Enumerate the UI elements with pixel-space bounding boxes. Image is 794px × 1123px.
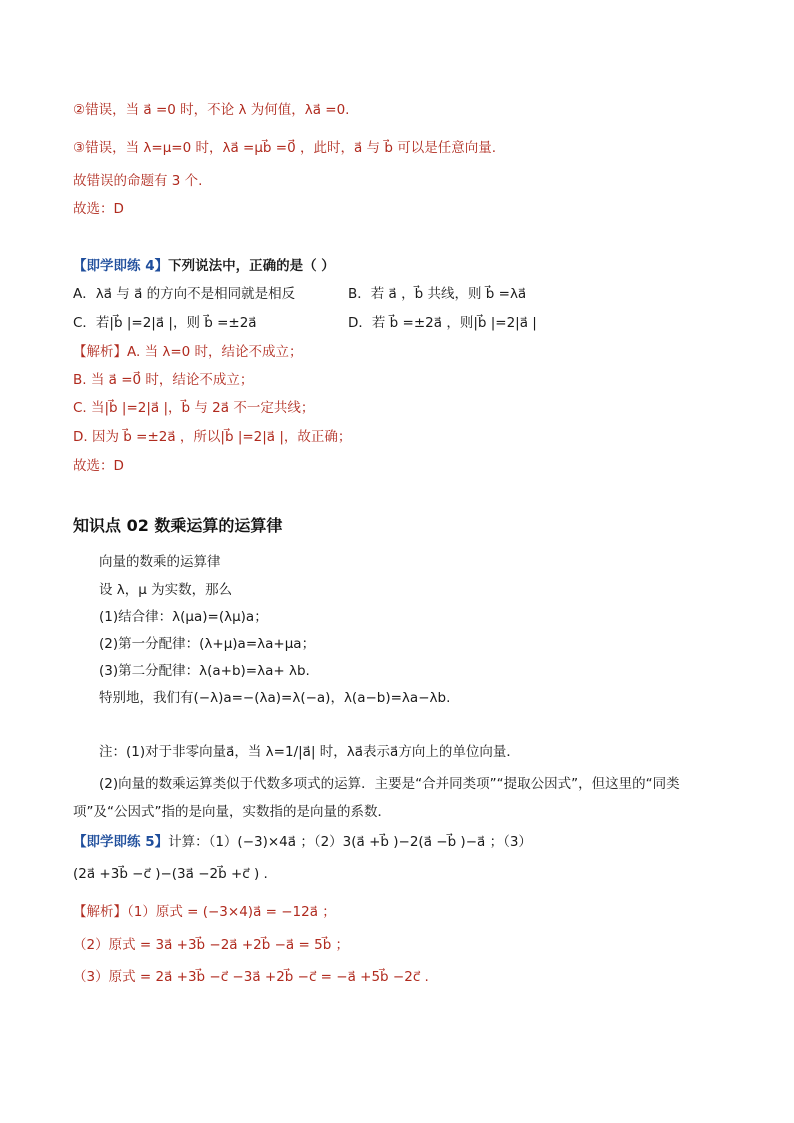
practice-5-question-2: (2a⃗ +3b⃗ −c⃗ )−(3a⃗ −2b⃗ +c⃗ ) . [73,866,268,882]
section-title: 知识点 02 数乘运算的运算律 [73,516,283,535]
law-first-distributive: (2)第一分配律：(λ+μ)a=λa+μa； [99,636,316,652]
analysis-a-line [73,342,303,362]
note-1: 注：(1)对于非零向量a⃗，当 λ=1/|a⃗| 时，λa⃗表示a⃗方向上的单位向量． [99,744,520,760]
note-2-line-1: (2)向量的数乘运算类似于代数多项式的运算．主要是“合并同类项”“提取公因式”，但这里的“同类 [99,776,680,792]
solution-line-3: ③错误，当 λ=μ=0 时，λa⃗ =μb⃗ =0⃗ ，此时，a⃗ 与 b⃗ 可以是任意向量. [73,140,496,156]
law-associative: (1)结合律：λ(μa)=(λμ)a； [99,609,268,625]
practice-5-answer-2: （2）原式 = 3a⃗ +3b⃗ −2a⃗ +2b⃗ −a⃗ = 5b⃗ ； [73,937,350,953]
section-let: 设 λ，μ 为实数，那么 [99,582,233,598]
practice-4-question: 下列说法中，正确的是（ ） [168,258,335,274]
practice-5-answer-1: （1）原式 = (−3×4)a⃗ = −12a⃗ ； [127,904,336,920]
note-2-line-2: 项”及“公因式”指的是向量，实数指的是向量的系数． [73,804,391,820]
law-second-distributive: (3)第二分配律：λ(a+b)=λa+ λb. [99,663,310,679]
practice-4-tag: 【即学即练 4】 [73,258,169,274]
option-d: D．若 b⃗ =±2a⃗ ，则|b⃗ |=2|a⃗ | [348,315,537,331]
analysis-d: D. 因为 b⃗ =±2a⃗ ，所以|b⃗ |=2|a⃗ |，故正确； [73,429,352,445]
practice-5-analysis-tag: 【解析】 [73,904,127,920]
special-case: 特别地，我们有(−λ)a=−(λa)=λ(−a)，λ(a−b)=λa−λb. [99,690,451,706]
practice-5-tag: 【即学即练 5】 [73,834,169,850]
practice-5-analysis-1 [73,902,336,922]
practice-5-answer-3: （3）原式 = 2a⃗ +3b⃗ −c⃗ −3a⃗ +2b⃗ −c⃗ = −a⃗ +5b⃗ −2c⃗ . [73,969,429,985]
practice-4-header [73,256,335,276]
practice-5-question-1: 计算：（1）(−3)×4a⃗ ；（2）3(a⃗ +b⃗ )−2(a⃗ −b⃗ )−a⃗ ；（3） [168,834,532,850]
option-c: C．若|b⃗ |=2|a⃗ |，则 b⃗ =±2a⃗ [73,315,257,331]
practice-4-answer: 故选：D [73,458,124,474]
analysis-a: A. 当 λ=0 时，结论不成立； [127,344,303,360]
option-a: A．λa⃗ 与 a⃗ 的方向不是相同就是相反 [73,286,296,302]
practice-5-header [73,832,532,852]
section-intro: 向量的数乘的运算律 [99,554,221,570]
option-b: B．若 a⃗ ，b⃗ 共线，则 b⃗ =λa⃗ [348,286,527,302]
solution-conclusion: 故错误的命题有 3 个. [73,173,203,189]
analysis-b: B. 当 a⃗ =0⃗ 时，结论不成立； [73,372,254,388]
analysis-tag: 【解析】 [73,344,127,360]
solution-line-2: ②错误，当 a⃗ =0 时，不论 λ 为何值，λa⃗ =0. [73,102,350,118]
analysis-c: C. 当|b⃗ |=2|a⃗ |，b⃗ 与 2a⃗ 不一定共线； [73,400,315,416]
solution-answer: 故选：D [73,201,124,217]
